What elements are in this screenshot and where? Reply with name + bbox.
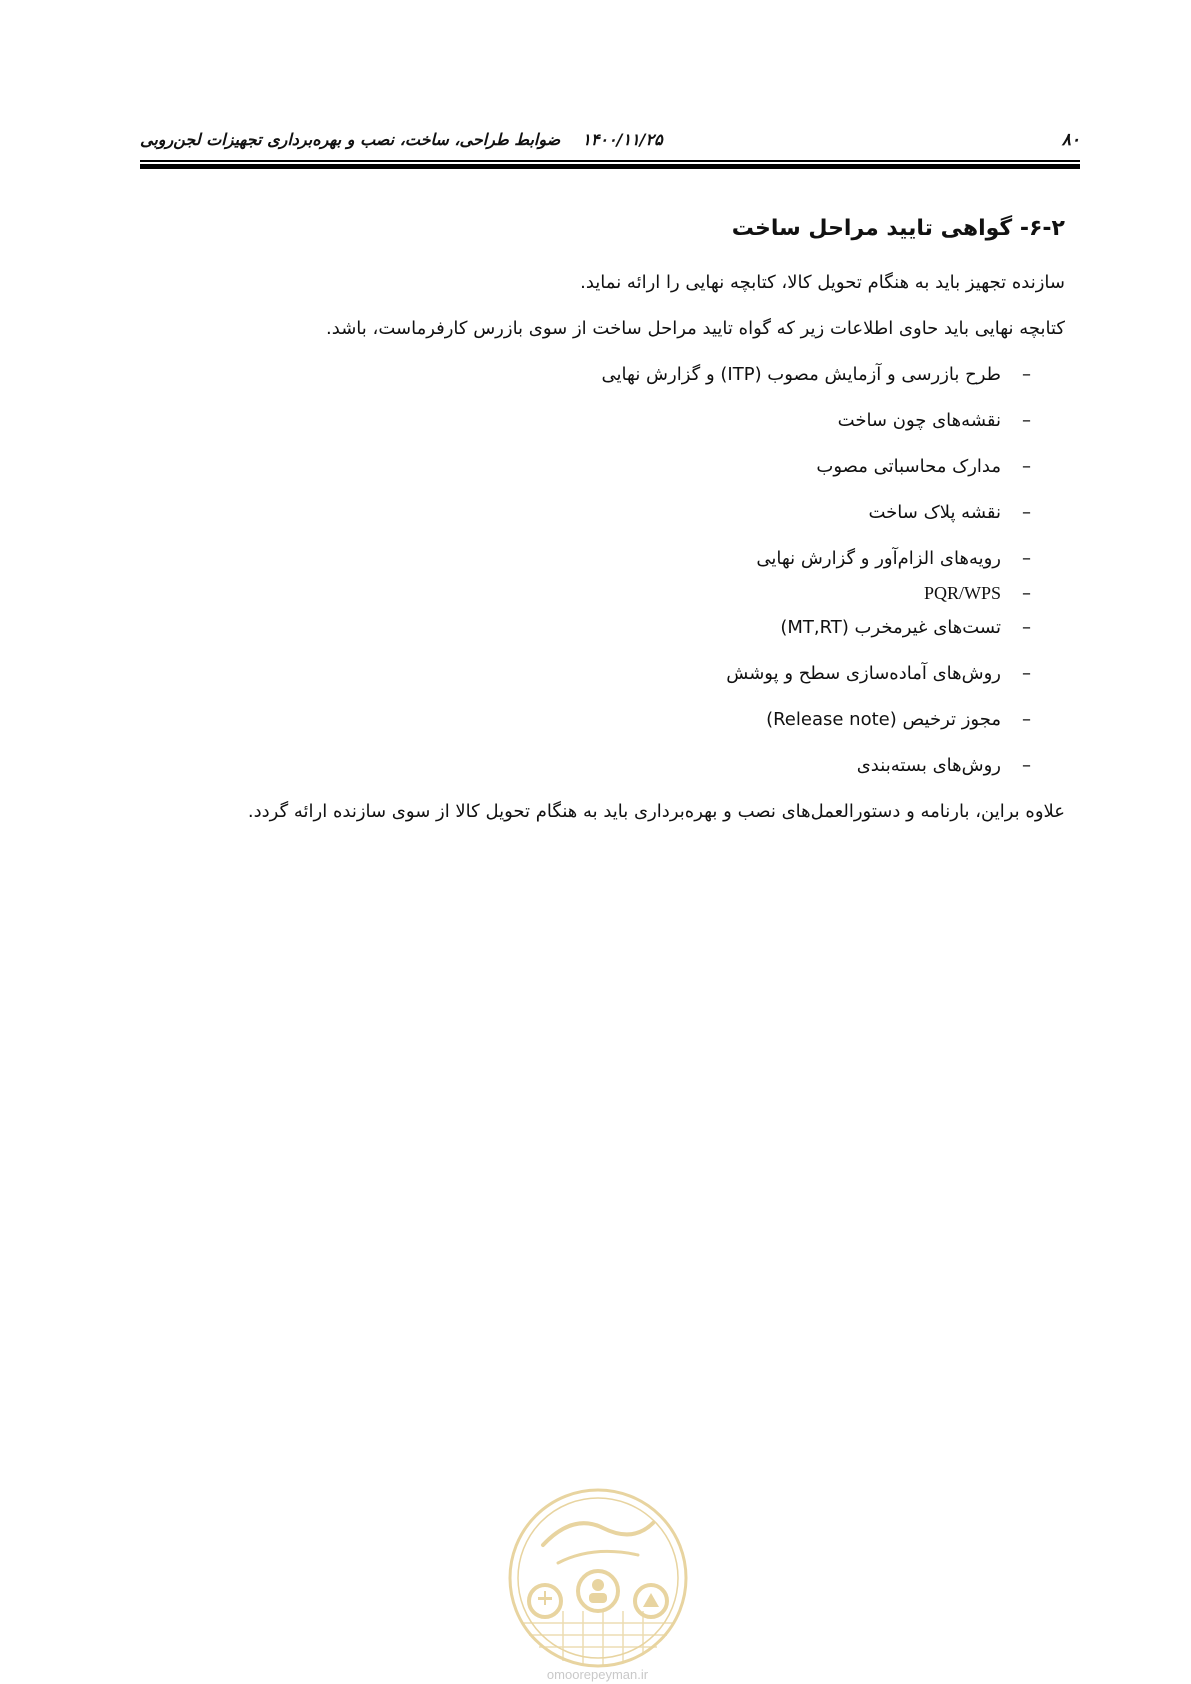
- list-item: –مجوز ترخیص (Release note): [180, 707, 1031, 733]
- header-title-text: ضوابط طراحی، ساخت، نصب و بهره‌برداری تجهیزات لجن‌روبی: [140, 130, 561, 149]
- bullet-dash: –: [1022, 583, 1031, 604]
- watermark-url: omoorepeyman.ir: [546, 1667, 649, 1682]
- section-title: ۶-۲- گواهی تایید مراحل ساخت: [731, 216, 1065, 241]
- closing-paragraph: علاوه براین، بارنامه و دستورالعمل‌های نصب و بهره‌برداری باید به هنگام تحویل کالا از سوی سازنده ارائه گردد.: [247, 801, 1065, 822]
- list-item: –مدارک محاسباتی مصوب: [180, 454, 1031, 480]
- bullet-dash: –: [1022, 548, 1031, 569]
- bullet-dash: –: [1022, 410, 1031, 431]
- list-item: –نقشه پلاک ساخت: [180, 500, 1031, 526]
- bullet-dash: –: [1022, 617, 1031, 638]
- list-item: –رویه‌های الزام‌آور و گزارش نهایی: [180, 546, 1031, 572]
- header-rule: [140, 160, 1080, 170]
- page-header: [140, 128, 1080, 158]
- page-number: ۸۰: [1061, 130, 1080, 150]
- requirements-list: [180, 362, 1065, 779]
- page-content: [180, 214, 1065, 845]
- bullet-dash: –: [1022, 755, 1031, 776]
- list-item: –نقشه‌های چون ساخت: [180, 408, 1031, 434]
- list-item: –PQR/WPS: [180, 580, 1031, 607]
- bullet-dash: –: [1022, 364, 1031, 385]
- list-item: –روش‌های آماده‌سازی سطح و پوشش: [180, 661, 1031, 687]
- list-item: –طرح بازرسی و آزمایش مصوب (ITP) و گزارش نهایی: [180, 362, 1031, 388]
- bullet-dash: –: [1022, 663, 1031, 684]
- intro-paragraph-1: سازنده تجهیز باید به هنگام تحویل کالا، کتابچه نهایی را ارائه نماید.: [580, 272, 1065, 293]
- bullet-dash: –: [1022, 709, 1031, 730]
- bullet-dash: –: [1022, 502, 1031, 523]
- running-title: [140, 130, 663, 149]
- intro-paragraph-2: کتابچه نهایی باید حاوی اطلاعات زیر که گواه تایید مراحل ساخت از سوی بازرس کارفرماست، باشد.: [326, 318, 1065, 339]
- header-date: ۱۴۰۰/۱۱/۲۵: [582, 130, 663, 149]
- list-item: –روش‌های بسته‌بندی: [180, 753, 1031, 779]
- watermark-seal-icon: [503, 1483, 693, 1673]
- bullet-dash: –: [1022, 456, 1031, 477]
- list-item: –تست‌های غیرمخرب (MT,RT): [180, 615, 1031, 641]
